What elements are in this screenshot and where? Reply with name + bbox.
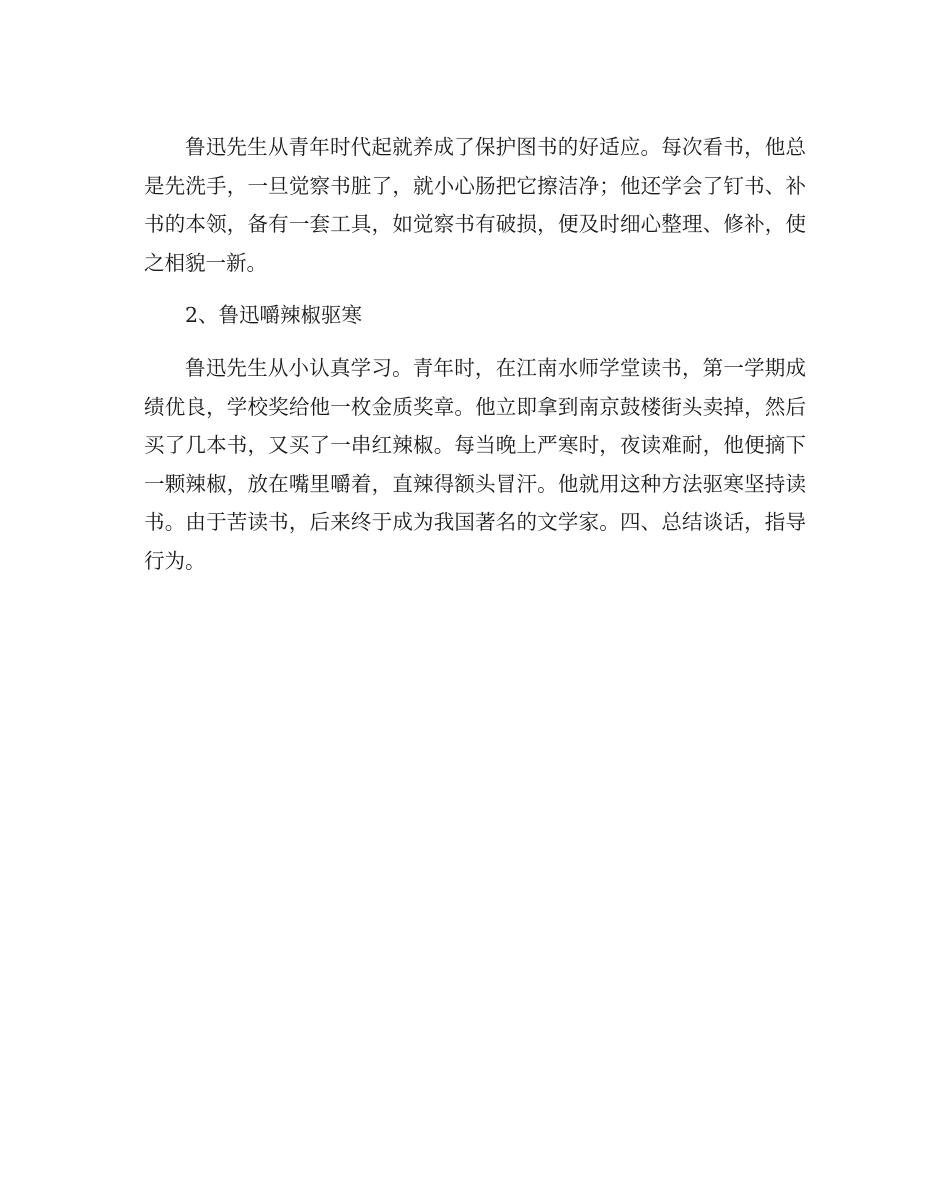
paragraph-chili-story: 鲁迅先生从小认真学习。青年时，在江南水师学堂读书，第一学期成绩优良，学校奖给他一枚金质奖章。他立即拿到南京鼓楼街头卖掉，然后买了几本书，又买了一串红辣椒。每当晚上严寒时，夜读难耐，他便摘下一颗辣椒，放在嘴里嚼着，直辣得额头冒汗。他就用这种方法驱寒坚持读书。由于苦读书，后来终于成为我国著名的文学家。四、总结谈话，指导行为。	[144, 355, 806, 573]
document-body	[144, 128, 806, 595]
section-heading: 2、鲁迅嚼辣椒驱寒	[185, 303, 363, 328]
paragraph-book-care: 鲁迅先生从青年时代起就养成了保护图书的好适应。每次看书，他总是先洗手，一旦觉察书脏了，就小心肠把它擦洁净；他还学会了钉书、补书的本领，备有一套工具，如觉察书有破损，便及时细心整理、修补，使之相貌一新。	[144, 135, 806, 275]
